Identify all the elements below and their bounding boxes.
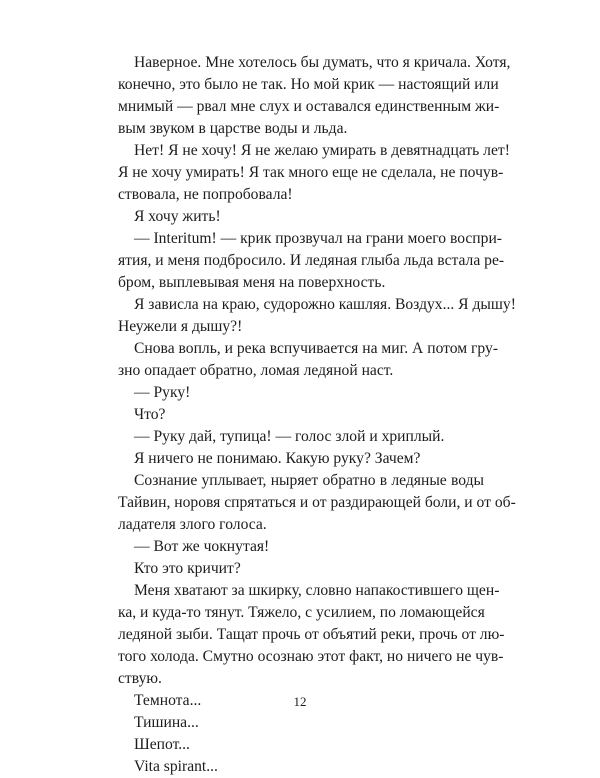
text-line: — Interitum! — крик прозвучал на грани моего воспри- [134,230,502,247]
text-line: Тайвин, норовя спрятаться и от раздирающей боли, и от об- [118,494,516,511]
text-line: Я не хочу умирать! Я так много еще не сделала, не почув- [118,164,504,181]
text-line: Темнота... [134,692,202,709]
text-line: Я хочу жить! [134,208,221,225]
text-line: — Руку! [134,384,191,401]
text-line: Тишина... [134,714,199,731]
text-line: Сознание уплывает, ныряет обратно в ледяные воды [134,472,484,489]
text-line: того холода. Смутно осознаю этот факт, но ничего не чув- [118,648,504,665]
text-line: Vita spirant... [134,758,218,775]
page-number: 12 [293,694,307,709]
text-line: ствую. [118,670,162,687]
text-line: Шепот... [134,736,190,753]
text-line: бром, выплевывая меня на поверхность. [118,274,386,291]
text-line: зно опадает обратно, ломая ледяной наст. [118,362,394,379]
body-text [118,52,516,778]
text-line: Снова вопль, и река вспучивается на миг. А потом гру- [134,340,499,357]
text-line: вым звуком в царстве воды и льда. [118,120,348,137]
text-line: Кто это кричит? [134,560,241,577]
text-line: Наверное. Мне хотелось бы думать, что я кричала. Хотя, [134,54,511,71]
text-line: — Руку дай, тупица! — голос злой и хриплый. [134,428,445,445]
text-line: Неужели я дышу?! [118,318,243,335]
text-line: ка, и куда-то тянут. Тяжело, с усилием, по ломающейся [118,604,485,621]
text-line: ствовала, не попробовала! [118,186,293,203]
text-line: мнимый — рвал мне слух и оставался единственным жи- [118,98,500,115]
text-line: ятия, и меня подбросило. И ледяная глыба льда встала ре- [118,252,505,269]
text-line: Нет! Я не хочу! Я не желаю умирать в девятнадцать лет! [134,142,510,159]
text-line: ладателя злого голоса. [118,516,267,533]
text-line: конечно, это было не так. Но мой крик — настоящий или [118,76,499,93]
text-line: Меня хватают за шкирку, словно напакостившего щен- [134,582,500,599]
text-line: ледяной зыби. Тащат прочь от объятий реки, прочь от лю- [118,626,505,643]
text-line: — Вот же чокнутая! [134,538,270,555]
text-line: Что? [134,406,166,423]
text-line: Я ничего не понимаю. Какую руку? Зачем? [134,450,421,467]
text-line: Я зависла на краю, судорожно кашляя. Воздух... Я дышу! [134,296,516,313]
